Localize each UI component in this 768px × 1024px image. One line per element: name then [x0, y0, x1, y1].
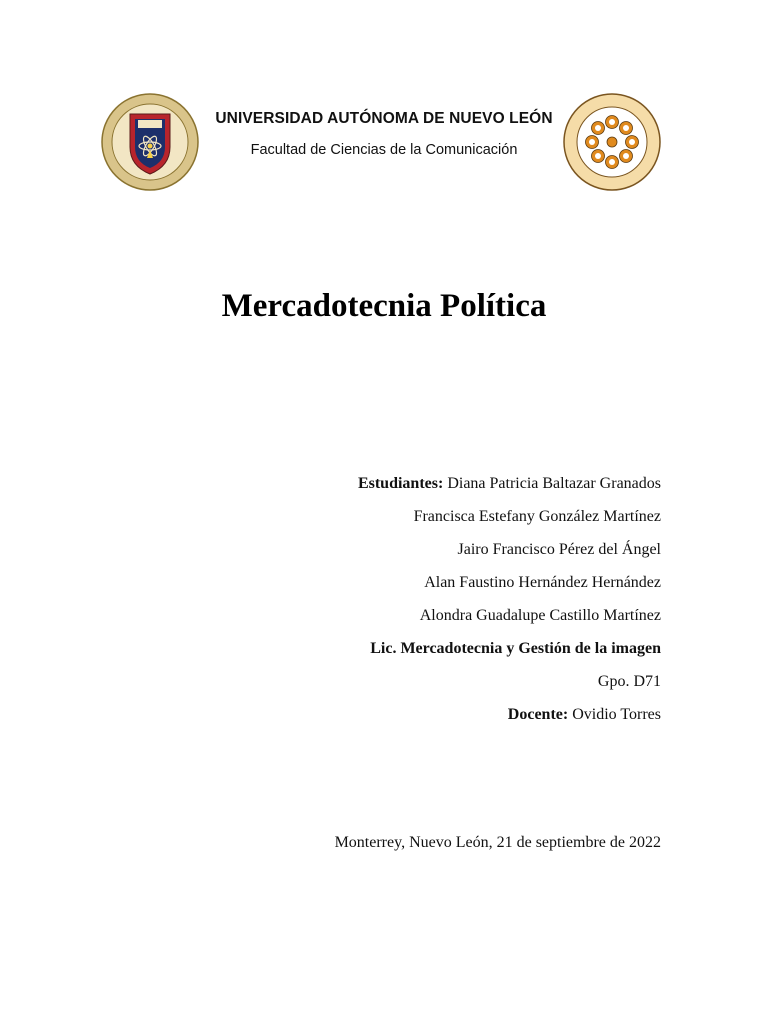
- teacher-label: Docente:: [507, 706, 569, 723]
- faculty-name: Facultad de Ciencias de la Comunicación: [250, 142, 518, 158]
- program-name: [358, 638, 661, 671]
- teacher-line: [358, 704, 661, 737]
- student-name: Alondra Guadalupe Castillo Martínez: [419, 607, 661, 624]
- uanl-crest-icon: [100, 92, 200, 192]
- student-name: Alan Faustino Hernández Hernández: [424, 574, 661, 591]
- place-date: Monterrey, Nuevo León, 21 de septiembre de 2022: [334, 834, 661, 851]
- fcc-seal-icon: [562, 92, 662, 192]
- student-name: Diana Patricia Baltazar Granados: [447, 475, 661, 492]
- student-name: Jairo Francisco Pérez del Ángel: [457, 541, 661, 558]
- teacher-name: Ovidio Torres: [572, 706, 661, 723]
- details-block: [358, 473, 661, 737]
- students-label: Estudiantes:: [357, 475, 444, 492]
- group-id: Gpo. D71: [597, 673, 661, 690]
- students-line: [358, 473, 661, 506]
- student-name: Francisca Estefany González Martínez: [413, 508, 661, 525]
- letterhead: [200, 110, 568, 158]
- document-title: Mercadotecnia Política: [221, 288, 547, 324]
- program-label: Lic. Mercadotecnia y Gestión de la imagen: [370, 640, 661, 657]
- university-name: UNIVERSIDAD AUTÓNOMA DE NUEVO LEÓN: [215, 110, 553, 127]
